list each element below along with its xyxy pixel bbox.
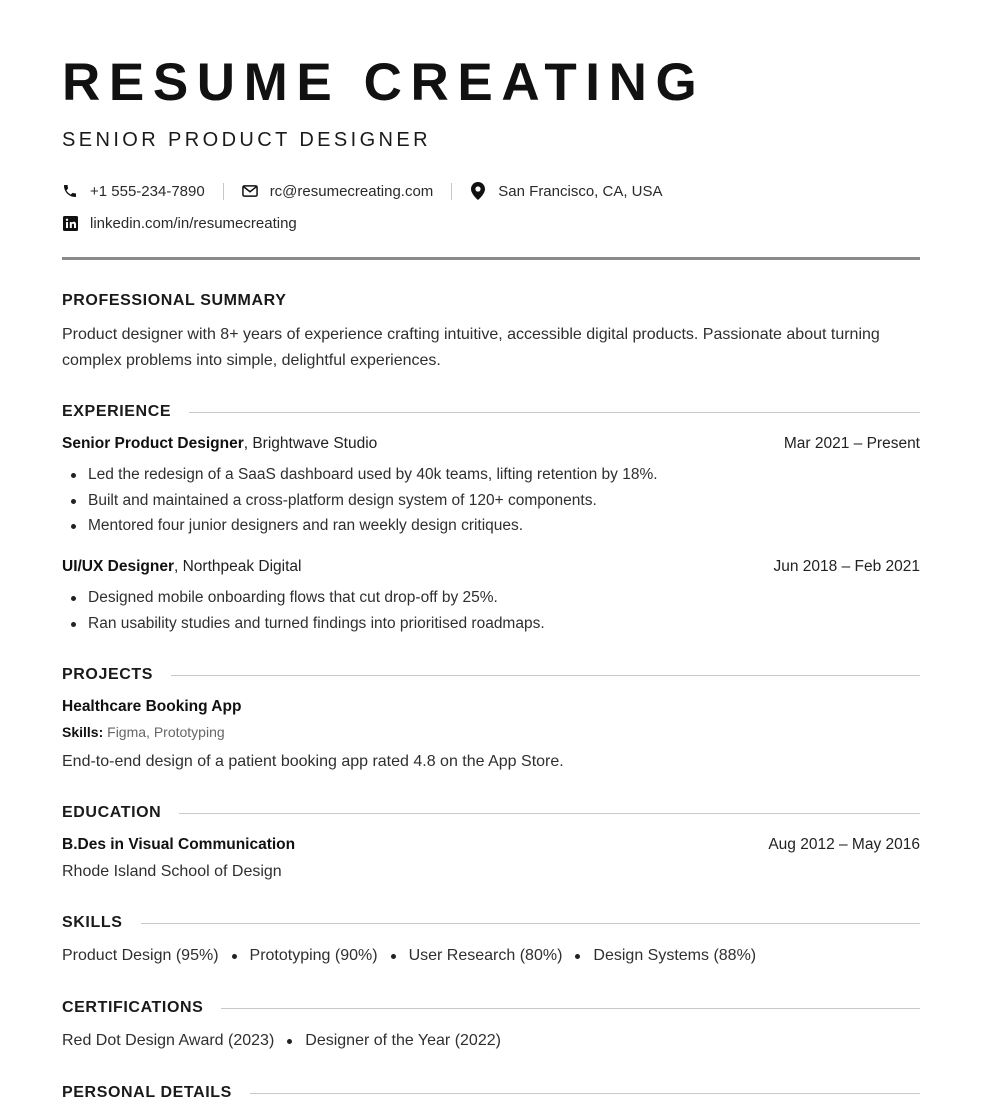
- list-item: Led the redesign of a SaaS dashboard used by 40k teams, lifting retention by 18%.: [62, 462, 920, 488]
- divider: [451, 183, 452, 200]
- map-pin-icon: [470, 183, 486, 199]
- skill-item: Product Design (95%): [62, 947, 219, 964]
- education-degree: B.Des in Visual Communication: [62, 836, 296, 853]
- certifications-list: [62, 1032, 501, 1050]
- project-skills-value: Figma, Prototyping: [103, 724, 225, 740]
- project-description: End-to-end design of a patient booking app rated 4.8 on the App Store.: [62, 753, 564, 770]
- certifications-heading: CERTIFICATIONS: [62, 999, 204, 1016]
- job-bullets: [62, 585, 920, 636]
- job-company: , Brightwave Studio: [243, 435, 378, 452]
- section-rule: [250, 1093, 920, 1094]
- section-rule: [189, 412, 920, 413]
- list-item: Built and maintained a cross-platform design system of 120+ components.: [62, 488, 920, 514]
- email-text: rc@resumecreating.com: [269, 182, 434, 200]
- summary-heading: PROFESSIONAL SUMMARY: [62, 292, 287, 309]
- skill-item: Prototyping (90%): [249, 947, 378, 964]
- job-company: , Northpeak Digital: [173, 558, 302, 575]
- contact-location: [470, 183, 662, 200]
- separator-dot: [575, 954, 580, 959]
- section-rule: [179, 813, 920, 814]
- job-dates: Jun 2018 – Feb 2021: [773, 558, 920, 575]
- section-heading-skills: [62, 913, 920, 933]
- education-header: [62, 836, 920, 856]
- phone-icon: [62, 183, 78, 199]
- linkedin-icon: [62, 215, 78, 231]
- project-title: Healthcare Booking App: [62, 698, 242, 715]
- job-role-company: [62, 435, 377, 455]
- contact-phone[interactable]: [62, 183, 205, 200]
- section-rule: [141, 923, 921, 924]
- section-heading-projects: [62, 665, 920, 685]
- personal-heading: PERSONAL DETAILS: [62, 1084, 232, 1101]
- phone-text: +1 555-234-7890: [90, 182, 205, 200]
- section-heading-certifications: [62, 998, 920, 1018]
- skill-item: User Research (80%): [408, 947, 563, 964]
- contact-linkedin[interactable]: [62, 215, 297, 232]
- section-heading-education: [62, 803, 920, 823]
- job-title: SENIOR PRODUCT DESIGNER: [62, 129, 431, 151]
- certification-item: Designer of the Year (2022): [305, 1032, 501, 1049]
- list-item: Ran usability studies and turned findings into prioritised roadmaps.: [62, 611, 920, 637]
- contact-email[interactable]: [242, 183, 434, 200]
- section-rule: [171, 675, 920, 676]
- job-role-company: [62, 558, 302, 578]
- section-rule: [221, 1008, 920, 1009]
- job-role: UI/UX Designer: [62, 558, 174, 575]
- divider: [223, 183, 224, 200]
- linkedin-text: linkedin.com/in/resumecreating: [90, 214, 297, 232]
- project-skills-label: Skills:: [62, 724, 104, 740]
- section-heading-summary: [62, 291, 920, 311]
- separator-dot: [287, 1039, 292, 1044]
- contact-row: [62, 213, 297, 233]
- job-role: Senior Product Designer: [62, 435, 244, 452]
- header-divider: [62, 257, 920, 260]
- education-heading: EDUCATION: [62, 804, 162, 821]
- job-dates: Mar 2021 – Present: [783, 435, 920, 452]
- separator-dot: [232, 954, 237, 959]
- certification-item: Red Dot Design Award (2023): [62, 1032, 275, 1049]
- skills-heading: SKILLS: [62, 914, 123, 931]
- skills-list: [62, 947, 756, 965]
- envelope-icon: [242, 183, 258, 199]
- candidate-name: RESUME CREATING: [62, 53, 706, 112]
- education-school: Rhode Island School of Design: [62, 863, 282, 880]
- section-heading-personal: [62, 1083, 920, 1103]
- list-item: Designed mobile onboarding flows that cut drop-off by 25%.: [62, 585, 920, 611]
- projects-heading: PROJECTS: [62, 666, 154, 683]
- location-text: San Francisco, CA, USA: [498, 182, 663, 200]
- summary-text: Product designer with 8+ years of experience crafting intuitive, accessible digital products. Passionate about turning complex problems into simple, delightful experiences.: [62, 326, 880, 369]
- skill-item: Design Systems (88%): [593, 947, 757, 964]
- section-heading-experience: [62, 402, 920, 422]
- experience-heading: EXPERIENCE: [62, 403, 172, 420]
- job-header: [62, 435, 920, 455]
- separator-dot: [391, 954, 396, 959]
- education-dates: Aug 2012 – May 2016: [768, 836, 920, 853]
- job-bullets: [62, 462, 920, 539]
- job-header: [62, 558, 920, 578]
- contact-row: [62, 181, 663, 201]
- list-item: Mentored four junior designers and ran weekly design critiques.: [62, 513, 920, 539]
- project-skills: [62, 724, 225, 740]
